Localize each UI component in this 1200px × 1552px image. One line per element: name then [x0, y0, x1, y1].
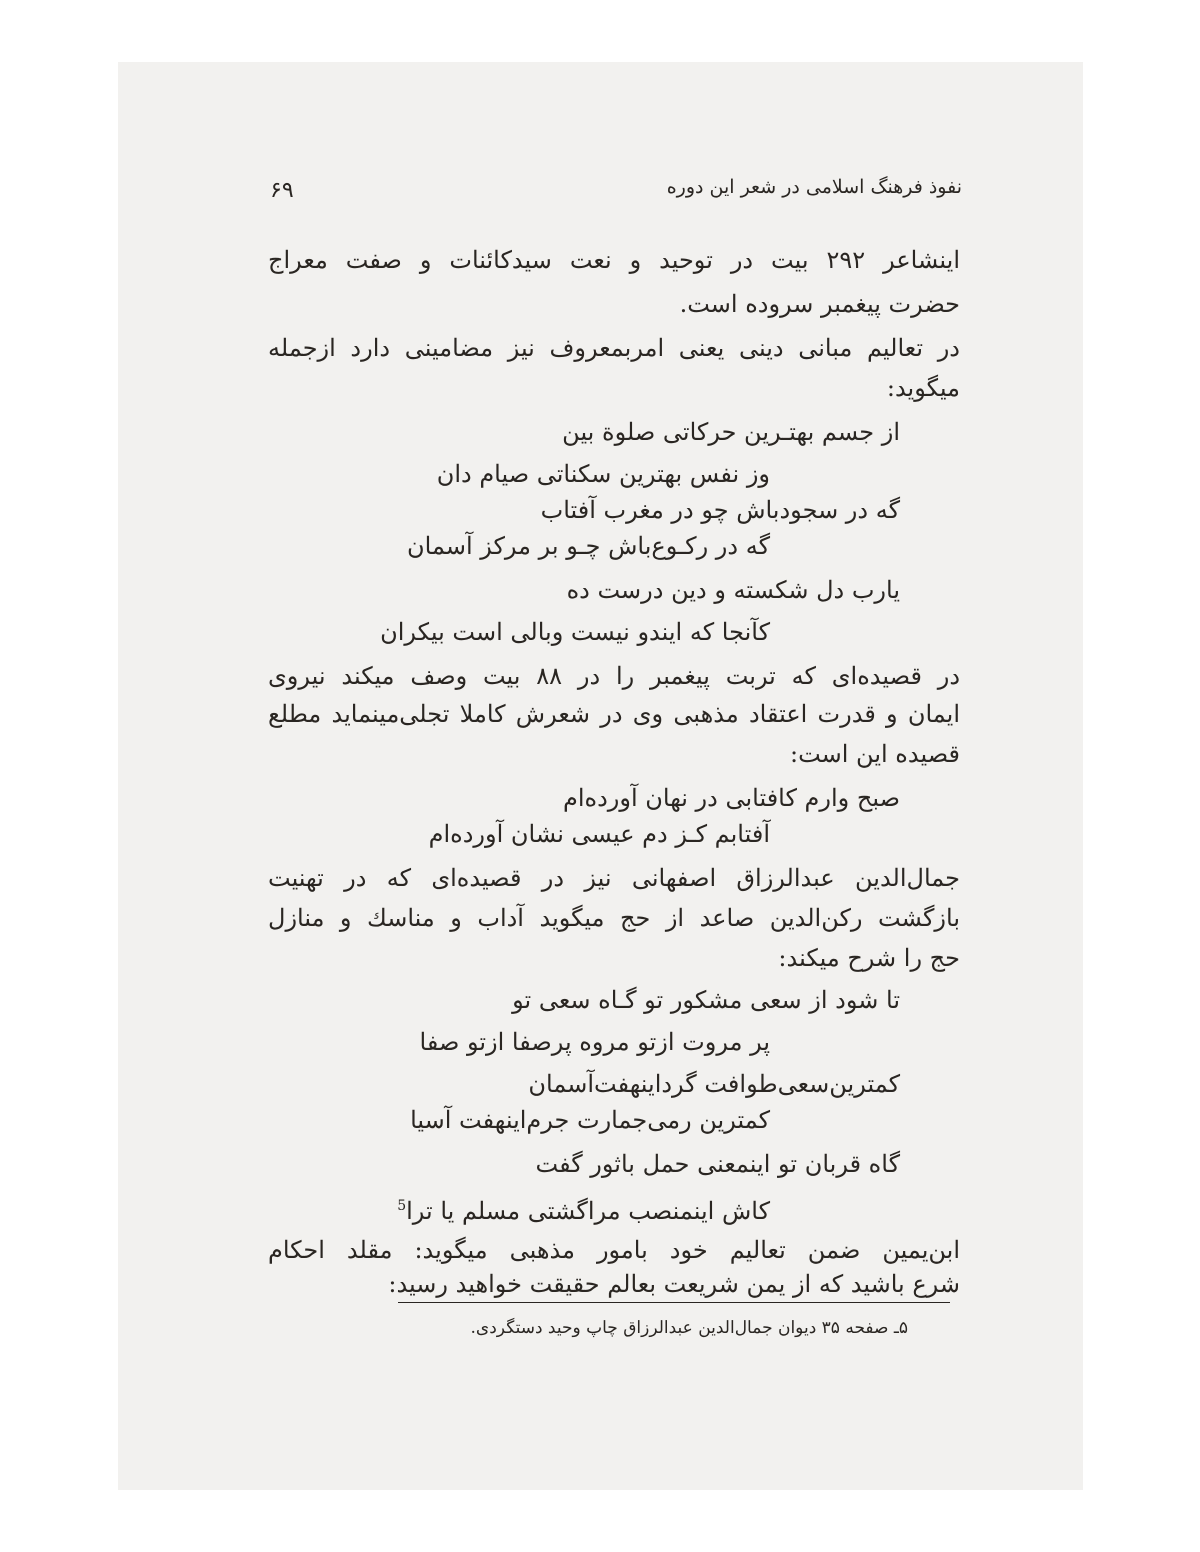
- body-line: شرع باشید که از یمن شریعت بعالم حقیقت خواهید رسید:: [388, 1270, 960, 1298]
- body-line: در تعالیم مبانی دینی یعنی امربمعروف نیز مضامینی دارد ازجمله: [268, 334, 960, 362]
- body-line: حضرت پیغمبر سروده است.: [679, 290, 960, 318]
- verse-line: کمترین‌سعی‌طوافت گرداینهفت‌آسمان: [528, 1070, 900, 1098]
- verse-line: وز نفس بهترین سکناتی صیام دان: [436, 460, 770, 488]
- verse-line: پر مروت ازتو مروه پرصفا ازتو صفا: [419, 1028, 770, 1056]
- verse-line: گه در رکـوع‌باش چـو بر مرکز آسمان: [407, 532, 770, 560]
- verse-line: گاه قربان تو اینمعنی حمل باثور گفت: [535, 1150, 900, 1178]
- body-line: بازگشت رکن‌الدین صاعد از حج میگوید آداب و مناسك و منازل: [268, 904, 960, 932]
- verse-line: [397, 1186, 770, 1226]
- body-line: در قصیده‌ای که تربت پیغمبر را در ۸۸ بیت وصف میکند نیروی: [268, 662, 961, 690]
- body-line: ایمان و قدرت اعتقاد مذهبی وی در شعرش کاملا تجلی‌مینماید مطلع: [268, 700, 960, 728]
- body-line: قصیده این است:: [789, 740, 960, 768]
- verse-line: صبح وارم کافتابی در نهان آورده‌ام: [562, 784, 900, 812]
- footnote-divider: [398, 1302, 950, 1303]
- page-number: ۶۹: [270, 178, 294, 203]
- body-line: جمال‌الدین عبدالرزاق اصفهانی نیز در قصیده‌ای که در تهنیت: [268, 864, 960, 892]
- footnote: ۵ـ صفحه ۳۵ دیوان جمال‌الدین عبدالرزاق چاپ وحید دستگردی.: [470, 1318, 908, 1338]
- verse-text: کاش اینمنصب مراگشتی مسلم یا ترا: [406, 1197, 770, 1225]
- body-line: ابن‌یمین ضمن تعالیم خود بامور مذهبی میگوید: مقلد احکام: [268, 1236, 960, 1264]
- running-title: نفوذ فرهنگ اسلامی در شعر این دوره: [666, 176, 962, 198]
- verse-line: یارب دل شکسته و دین درست ده: [566, 576, 900, 604]
- verse-line: کآنجا که ایندو نیست وبالی است بیکران: [380, 618, 770, 646]
- footnote-marker: 5: [397, 1198, 407, 1214]
- verse-line: آفتابم کـز دم عیسی نشان آورده‌ام: [428, 820, 770, 848]
- body-line: حج را شرح میکند:: [778, 944, 960, 972]
- verse-line: گه در سجودباش چو در مغرب آفتاب: [540, 496, 900, 524]
- verse-line: تا شود از سعی مشکور تو گـاه سعی تو: [512, 986, 900, 1014]
- body-line: میگوید:: [886, 374, 960, 402]
- verse-line: کمترین رمی‌جمارت جرم‌اینهفت آسیا: [410, 1106, 770, 1134]
- page-header: [270, 176, 962, 212]
- body-line: اینشاعر ۲۹۲ بیت در توحید و نعت سیدکائنات و صفت معراج: [268, 246, 960, 274]
- verse-line: از جسم بهتـرین حرکاتی صلوة بین: [562, 418, 900, 446]
